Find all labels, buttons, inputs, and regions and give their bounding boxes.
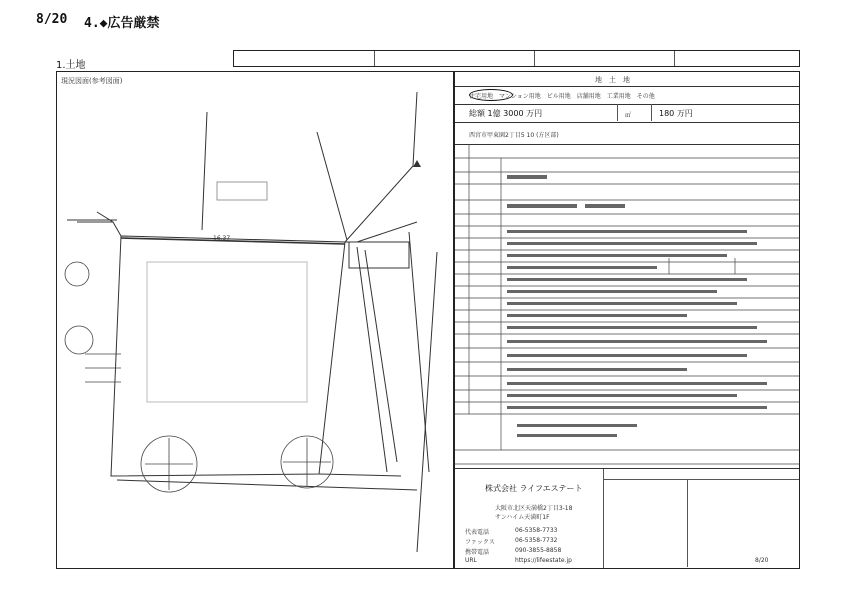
property-address: 西宮市甲東園2丁目5 10 (方区部) <box>469 132 559 139</box>
company-address-1: 大阪市北区天満橋2丁目3-18 <box>495 505 573 512</box>
category-header <box>455 72 799 87</box>
page-title: 4.◆広告厳禁 <box>84 16 160 31</box>
section-title: 1.土地 <box>56 60 86 71</box>
top-meta-row <box>233 50 800 67</box>
lot-boundary <box>111 236 345 476</box>
total-price: 総額 1億 3000 万円 <box>469 109 543 118</box>
tel-label: 代表電話 <box>465 529 490 536</box>
page-counter: 8/20 <box>36 12 68 27</box>
fax-label: ファックス <box>465 539 495 546</box>
fax-value: 06-5358-7732 <box>515 537 558 544</box>
footer-page-mark: 8/20 <box>755 557 769 564</box>
detail-circle-small <box>65 326 93 354</box>
web-label: URL <box>465 557 477 564</box>
address-row <box>455 122 799 145</box>
mobile-value: 090-3855-8858 <box>515 547 562 554</box>
web-value: https://lifeestate.jp <box>515 557 572 564</box>
area-unit: ㎡ <box>625 112 632 119</box>
price-per-tsubo: 180 万円 <box>659 109 693 118</box>
dimension-label: 16.37 <box>213 235 231 242</box>
category-title: 地 土 地 <box>595 76 630 84</box>
company-address-2: サンハイム天満町1F <box>495 514 550 521</box>
site-plan-drawing <box>57 72 453 568</box>
property-form <box>454 71 800 569</box>
tel-value: 06-5358-7733 <box>515 527 558 534</box>
property-sheet <box>48 50 800 570</box>
footer-block <box>455 468 799 569</box>
north-arrow <box>413 160 421 167</box>
company-name: 株式会社 ライフエステート <box>485 484 583 493</box>
property-type-row <box>455 86 799 105</box>
map-caption: 現況図面(参考図面) <box>61 77 123 85</box>
mobile-label: 携帯電話 <box>465 549 490 556</box>
map-frame <box>56 71 454 569</box>
property-types: 住宅用地 マンション用地 ビル用地 店舗用地 工業用地 その他 <box>469 93 655 100</box>
price-row <box>455 104 799 123</box>
